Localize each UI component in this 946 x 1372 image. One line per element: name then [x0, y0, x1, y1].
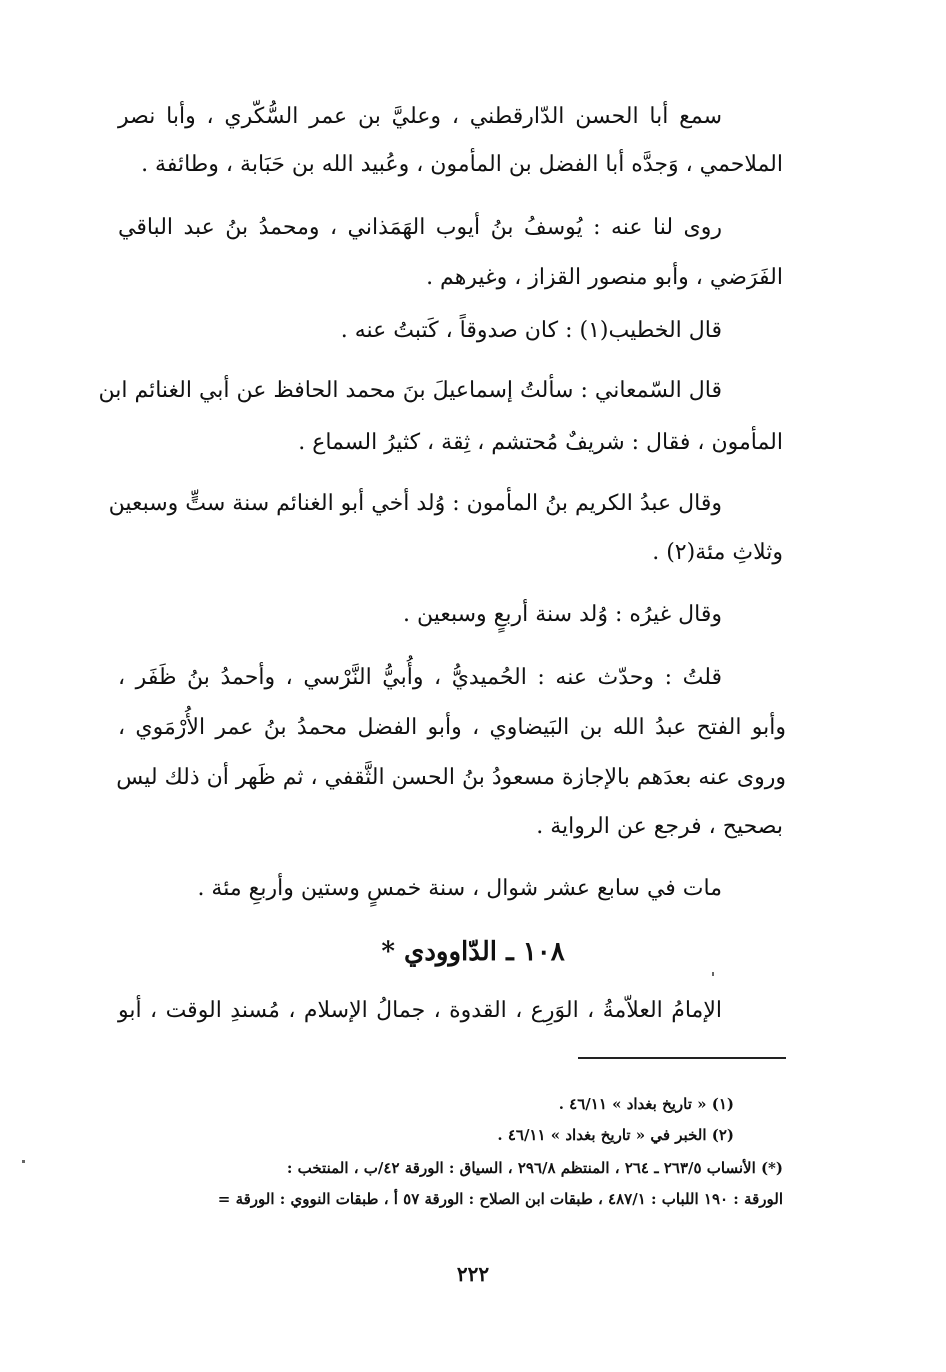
- text-line: المأمون ، فقال : شريفٌ مُحتشم ، ثِقة ، كثيرُ السماع .: [298, 430, 783, 455]
- text-line: الإمامُ العلاّمةُ ، الوَرِع ، القدوة ، جمالُ الإسلام ، مُسندِ الوقت ، أبو: [118, 998, 722, 1023]
- footnote: الورقة : ١٩٠ اللباب : ٤٨٧/١ ، طبقات ابن الصلاح : الورقة ٥٧ أ ، طبقات النووي : الورقة =: [217, 1190, 783, 1208]
- text-line: بصحيح ، فرجع عن الرواية .: [536, 814, 783, 839]
- text-line: قال الخطيب(١) : كان صدوقاً ، كَتبتُ عنه .: [340, 318, 722, 343]
- text-line: وقال غيرُه : وُلد سنة أربعٍ وسبعين .: [403, 602, 722, 627]
- footnote-divider: [578, 1057, 786, 1059]
- text-line: وقال عبدُ الكريم بنُ المأمون : وُلد أخي أبو الغنائم سنة ستٍّ وسبعين: [108, 491, 722, 516]
- text-line: روى لنا عنه : يُوسفُ بنُ أيوب الهَمَذاني ، ومحمدُ بنُ عبد الباقي: [118, 215, 722, 240]
- text-line: وروى عنه بعدَهم بالإجازة مسعودُ بنُ الحسن الثَّقفي ، ثم ظَهر أن ذلك ليس: [116, 765, 786, 790]
- text-line: وأبو الفتح عبدُ الله بن البَيضاوي ، وأبو الفضل محمدُ بنُ عمر الأُرْمَوي ،: [118, 715, 786, 740]
- footnote: (٢) الخبر في « تاريخ بغداد » ٤٦/١١ .: [497, 1126, 734, 1144]
- text-line: وثلاثِ مئة(٢) .: [652, 540, 783, 565]
- text-line: الملاحمي ، وَجدَّه أبا الفضل بن المأمون ، وعُبيد الله بن حَبَابة ، وطائفة .: [141, 152, 783, 177]
- footnote: (*) الأنساب ٢٦٣/٥ ـ ٢٦٤ ، المنتظم ٢٩٦/٨ ، السياق : الورقة ٤٢/ب ، المنتخب :: [286, 1159, 783, 1177]
- text-line: قلتُ : وحدّث عنه : الحُميديُّ ، وأُبيُّ النَّرْسي ، وأحمدُ بنُ ظَفَر ،: [118, 665, 722, 690]
- text-line: الفَرَضي ، وأبو منصور القزاز ، وغيرهم .: [426, 265, 783, 290]
- entry-heading: ١٠٨ ـ الدّاوودي *: [381, 937, 565, 967]
- text-line: مات في سابع عشر شوال ، سنة خمسٍ وستين وأربعِ مئة .: [197, 876, 722, 901]
- print-speck: [22, 1160, 25, 1163]
- footnote: (١) « تاريخ بغداد » ٤٦/١١ .: [558, 1095, 734, 1113]
- print-speck: [712, 972, 714, 976]
- page-number: ٢٢٢: [456, 1262, 490, 1286]
- text-line: قال السّمعاني : سألتُ إسماعيلَ بنَ محمد الحافظ عن أبي الغنائم ابن: [98, 378, 722, 403]
- text-line: سمع أبا الحسن الدّارقطني ، وعليَّ بن عمر السُّكّري ، وأبا نصر: [118, 104, 722, 129]
